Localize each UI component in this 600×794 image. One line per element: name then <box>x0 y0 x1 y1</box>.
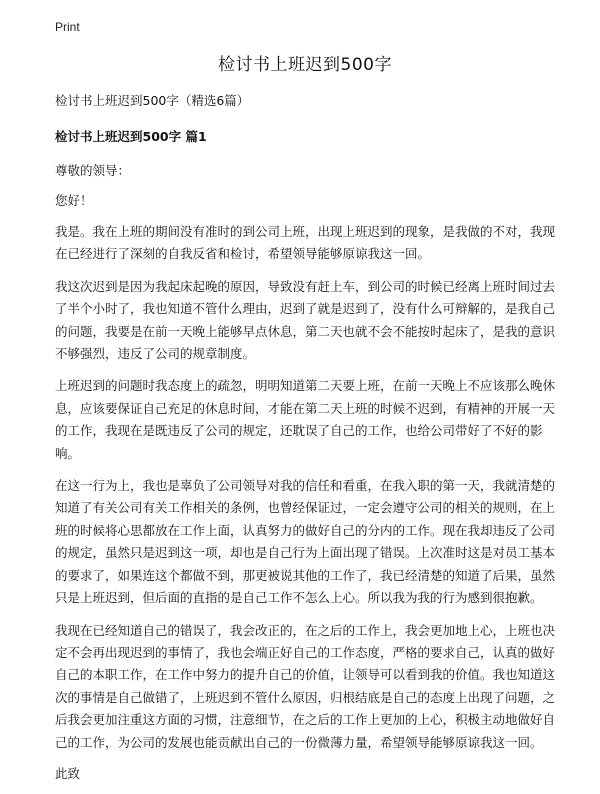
page-title: 检讨书上班迟到500字 <box>218 55 392 75</box>
greeting: 您好！ <box>55 193 93 208</box>
paragraph-4: 在这一行为上，我也是辜负了公司领导对我的信任和看重，在我入职的第一天，我就清楚的知道了有关公司有关工作相关的条例，也曾经保证过，一定会遵守公司的相关的规则，在上班的时候将心思都放在工作上面，认真努力的做好自己的分内的工作。现在我却违反了公司的规定，虽然只是迟到这一项，却也是自己行为上面出现了错误。上次准时这是对员工基本的要求了，如果连这个都做不到，那更被说其他的工作了，我已经清楚的知道了后果，虽然只是上班迟到，但后面的直指的是自己工作不怎么上心。所以我为我的行为感到很抱歉。 <box>55 478 556 606</box>
paragraph-1: 我是。我在上班的期间没有准时的到公司上班，出现上班迟到的现象，是我做的不对，我现在已经进行了深刻的自我反省和检讨，希望领导能够原谅我这一回。 <box>55 224 556 262</box>
paragraph-3: 上班迟到的问题时我态度上的疏忽，明明知道第二天要上班，在前一天晚上不应该那么晚休息，应该要保证自己充足的休息时间，才能在第二天上班的时候不迟到，有精神的开展一天的工作，我现在是既违反了公司的规定，还耽误了自己的工作，也给公司带好了不好的影响。 <box>55 378 556 461</box>
section-heading: 检讨书上班迟到500字 篇1 <box>55 129 207 144</box>
salutation: 尊敬的领导： <box>55 163 131 178</box>
closing: 此致 <box>55 765 81 781</box>
document-subtitle: 检讨书上班迟到500字（精选6篇） <box>55 93 250 108</box>
document-body <box>55 50 555 794</box>
print-link[interactable]: Print <box>55 20 80 34</box>
paragraph-5: 我现在已经知道自己的错误了，我会改正的，在之后的工作上，我会更加地上心，上班也决定不会再出现迟到的事情了，我也会端正好自己的工作态度，严格的要求自己，认真的做好自己的本职工作，在工作中努力的提升自己的价值，让领导可以看到我的价值。我也知道这次的事情是自己做错了，上班迟到不管什么原因，归根结底是自己的态度上出现了问题，之后我会更加注重这方面的习惯，注意细节，在之后的工作上更加的上心，积极主动地做好自己的工作，为公司的发展也能贡献出自己的一份微薄力量，希望领导能够原谅我这一回。 <box>55 622 556 750</box>
paragraph-2: 我这次迟到是因为我起床起晚的原因，导致没有赶上车，到公司的时候已经离上班时间过去了半个小时了，我也知道不管什么理由，迟到了就是迟到了，没有什么可辩解的，是我自己的问题，我要是在前一天晚上能够早点休息，第二天也就不会不能按时起床了，是我的意识不够强烈，违反了公司的规章制度。 <box>55 278 556 362</box>
